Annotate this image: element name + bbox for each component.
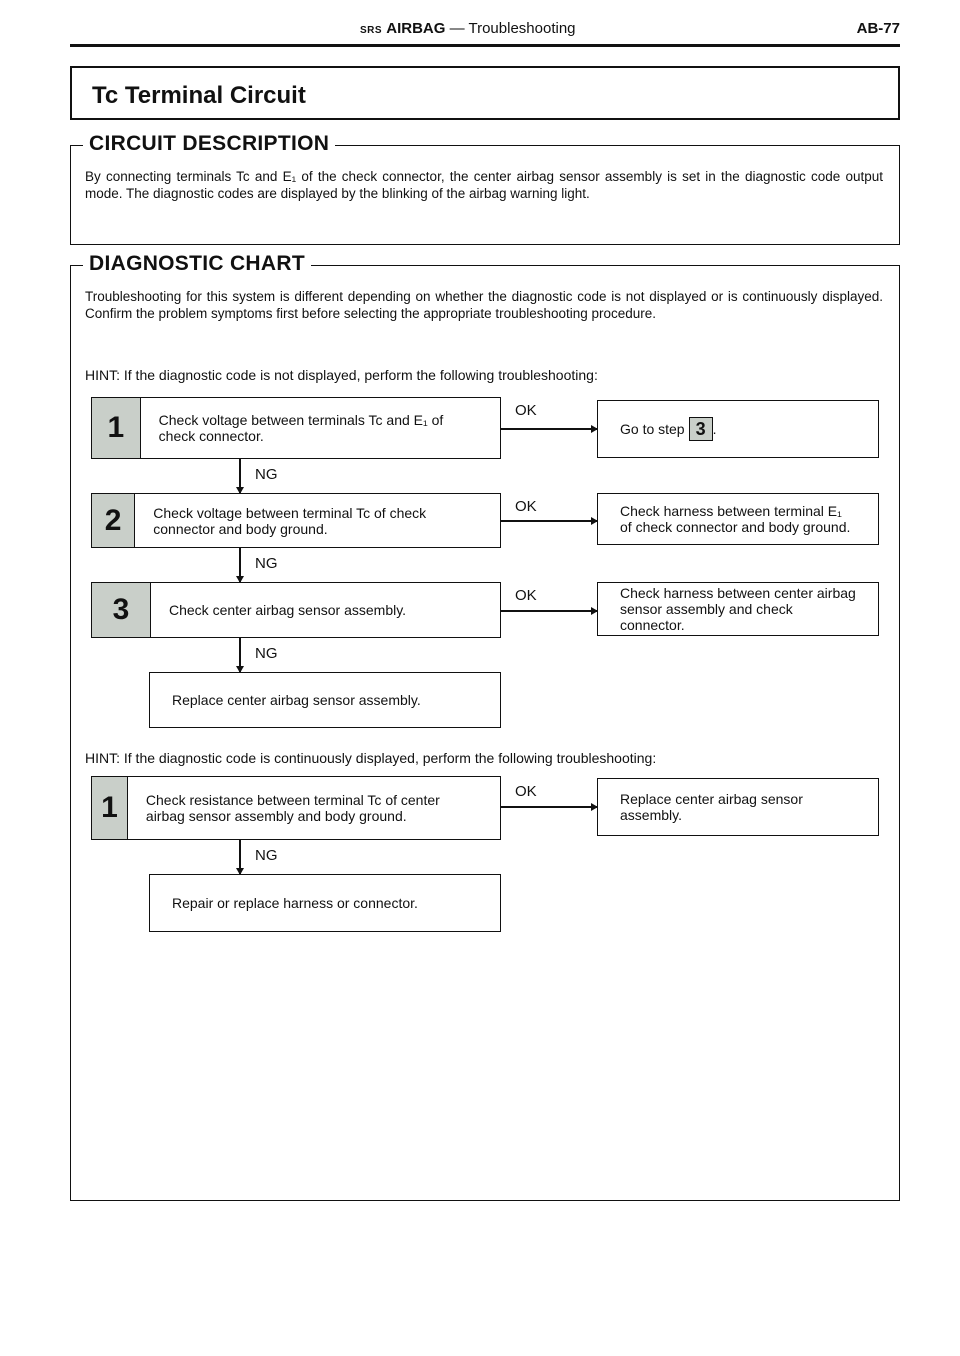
- circuit-description-section: [70, 132, 900, 245]
- ng-label: NG: [255, 555, 278, 572]
- ok-arrow: [501, 520, 597, 522]
- ng-label: NG: [255, 466, 278, 483]
- page-header: [70, 18, 900, 47]
- step-number: 2: [92, 494, 135, 547]
- flow1-step2-ok-box: [597, 493, 879, 545]
- diagnostic-chart-intro: Troubleshooting for this system is different depending on whether the diagnostic code is not displayed or is continuously displayed. Confirm the problem symptoms first before selecting the appropriate troubleshooting procedure.: [85, 289, 883, 321]
- hint-not-displayed: HINT: If the diagnostic code is not displayed, perform the following troubleshooting:: [85, 367, 598, 383]
- goto-step-ref: 3: [689, 417, 713, 441]
- page-title: Tc Terminal Circuit: [92, 82, 306, 109]
- diagnostic-chart-heading: DIAGNOSTIC CHART: [83, 252, 311, 276]
- flow2-final-box: [149, 874, 501, 932]
- flow1-step3-box: [91, 582, 501, 638]
- hint-continuously-displayed: HINT: If the diagnostic code is continuously displayed, perform the following troubleshooting:: [85, 750, 657, 766]
- step-number: 1: [92, 777, 128, 839]
- flow1-step2-box: [91, 493, 501, 548]
- ng-label: NG: [255, 847, 278, 864]
- header-srs: SRS: [360, 25, 383, 36]
- ok-result-text: Replace center airbag sensor assembly.: [620, 791, 803, 823]
- ok-arrow: [501, 428, 597, 430]
- ng-arrow: [239, 459, 241, 493]
- flow2-step1-box: [91, 776, 501, 840]
- ok-result-text: Check harness between terminal E₁ of check connector and body ground.: [620, 503, 851, 535]
- step-text: Check voltage between terminal Tc of check connector and body ground.: [153, 504, 427, 537]
- header-title: [360, 20, 576, 37]
- ok-label: OK: [515, 587, 537, 604]
- ok-arrow: [501, 806, 597, 808]
- step-text: Check resistance between terminal Tc of center airbag sensor assembly and body ground.: [145, 792, 440, 824]
- step-text: Check center airbag sensor assembly.: [169, 602, 407, 618]
- flow1-step1-box: [91, 397, 501, 459]
- ng-arrow: [239, 548, 241, 582]
- goto-step-end: .: [712, 421, 717, 437]
- header-section: Troubleshooting: [468, 20, 576, 37]
- flow2-step1-ok-box: [597, 778, 879, 836]
- header-dash: —: [445, 20, 469, 37]
- ng-arrow: [239, 840, 241, 874]
- flow1-step1-ok-box: [597, 400, 879, 458]
- ok-result-text: Check harness between center airbag sensor assembly and check connector.: [620, 585, 856, 633]
- circuit-description-heading: CIRCUIT DESCRIPTION: [83, 132, 335, 156]
- circuit-description-text: By connecting terminals Tc and E₁ of the check connector, the center airbag sensor assembly is set in the diagnostic code output mode. The diagnostic codes are displayed by the blinking of the airbag warning light.: [85, 169, 883, 201]
- final-action-text: Replace center airbag sensor assembly.: [172, 692, 421, 708]
- ng-arrow: [239, 638, 241, 672]
- diagnostic-chart-section: [70, 252, 900, 1201]
- page-number: AB-77: [856, 20, 900, 37]
- ok-arrow: [501, 610, 597, 612]
- ok-label: OK: [515, 783, 537, 800]
- step-number: 3: [92, 583, 151, 637]
- ng-label: NG: [255, 645, 278, 662]
- flow1-final-box: [149, 672, 501, 728]
- step-number: 1: [92, 398, 141, 458]
- goto-step-text: Go to step: [620, 421, 685, 437]
- flow1-step3-ok-box: [597, 582, 879, 636]
- ok-label: OK: [515, 402, 537, 419]
- header-airbag: AIRBAG: [386, 20, 446, 37]
- ok-label: OK: [515, 498, 537, 515]
- step-text: Check voltage between terminals Tc and E₁ of check connector.: [158, 412, 444, 444]
- title-box: [70, 66, 900, 120]
- final-action-text: Repair or replace harness or connector.: [172, 895, 418, 911]
